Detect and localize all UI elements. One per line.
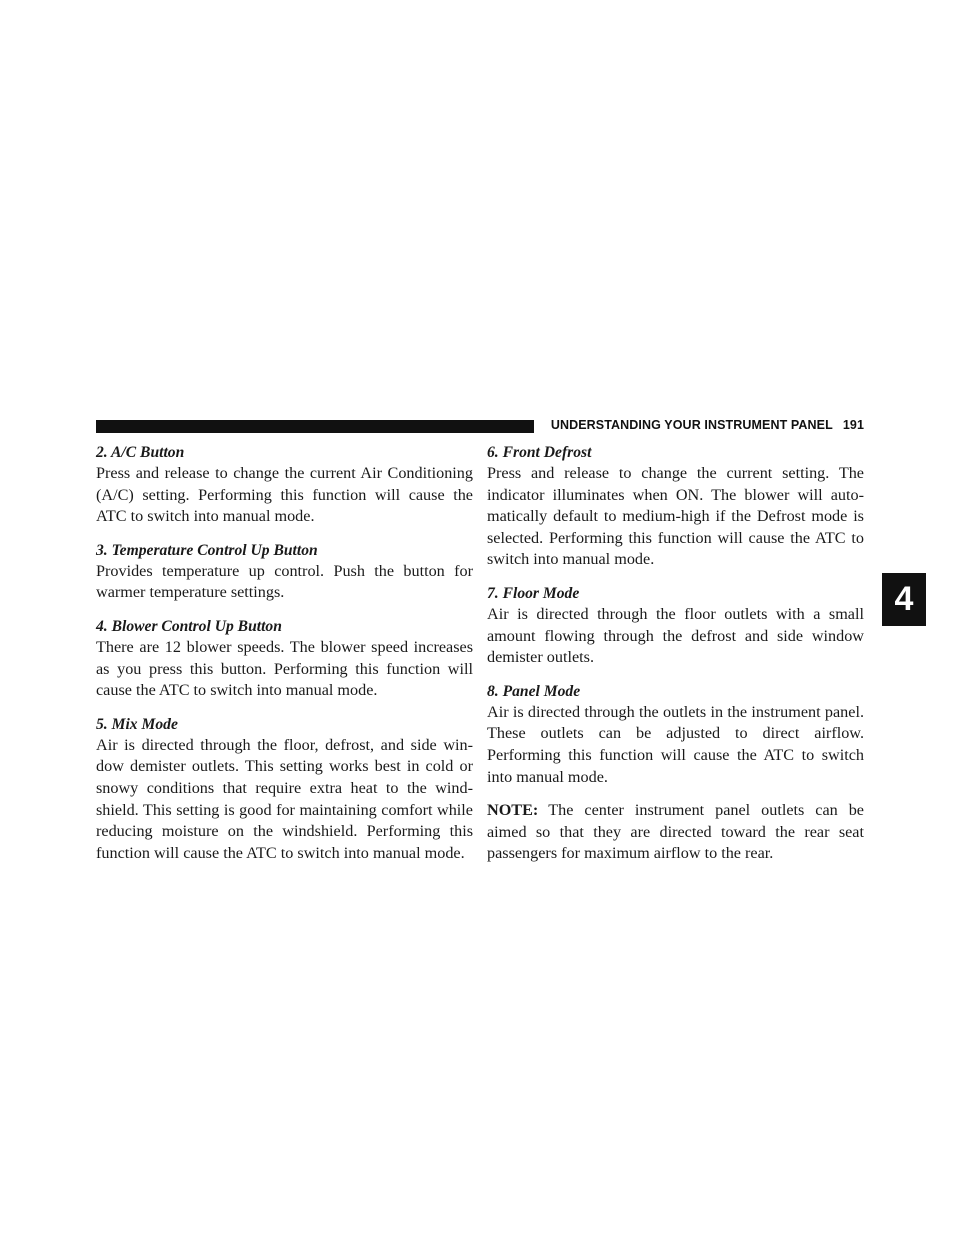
section-body: Air is directed through the outlets in the instrument panel. These outlets can be adjusted to direct airflow. Performing this function will cause the ATC to switch into manual mode. (487, 702, 864, 786)
section-blower-up (96, 616, 473, 702)
section-body: Provides temperature up control. Push the button for warmer temperature settings. (96, 561, 473, 602)
section-temperature-up (96, 540, 473, 604)
note-paragraph (487, 800, 864, 865)
left-column (96, 442, 473, 876)
note-label: NOTE: (487, 801, 539, 820)
chapter-tab: 4 (882, 573, 926, 626)
section-title: 7. Floor Mode (487, 584, 580, 602)
section-body: Press and release to change the current setting. The indicator illuminates when ON. The blower will auto-matically default to medium-high if the Defrost mode is selected. Performing this function will cause the ATC to switch into manual mode. (487, 464, 864, 569)
section-title: 4. Blower Control Up Button (96, 617, 282, 635)
section-title: 8. Panel Mode (487, 682, 581, 700)
header-section-title: UNDERSTANDING YOUR INSTRUMENT PANEL (550, 418, 833, 432)
section-body: There are 12 blower speeds. The blower speed increases as you press this button. Performing this function will cause the ATC to switch into manual mode. (96, 637, 473, 700)
section-front-defrost (487, 442, 864, 571)
section-title: 2. A/C Button (96, 444, 185, 461)
section-floor-mode (487, 583, 864, 669)
section-ac-button (96, 442, 473, 528)
header-rule (96, 420, 534, 433)
section-title: 3. Temperature Control Up Button (96, 541, 318, 559)
section-title: 5. Mix Mode (96, 715, 178, 733)
section-body: Air is directed through the floor outlets with a small amount flowing through the defrost and side window demister outlets. (487, 604, 864, 667)
note-text: The center instrument panel outlets can be aimed so that they are directed toward the rear seat passengers for maximum airflow to the rear. (487, 801, 864, 863)
note-block (487, 800, 864, 865)
section-body: Air is directed through the floor, defrost, and side win-dow demister outlets. This setting works best in cold or snowy conditions that require extra heat to the wind-shield. This setting is good for maintaining comfort while reducing moisture on the windshield. Performing this function will cause the ATC to switch into manual mode. (96, 735, 473, 862)
page-number: 191 (842, 418, 864, 432)
right-column (487, 442, 864, 877)
running-header (548, 418, 864, 436)
section-body: Press and release to change the current Air Conditioning (A/C) setting. Performing this function will cause the ATC to switch into manual mode. (96, 464, 473, 526)
section-title: 6. Front Defrost (487, 444, 592, 461)
section-mix-mode (96, 714, 473, 865)
section-panel-mode (487, 681, 864, 788)
